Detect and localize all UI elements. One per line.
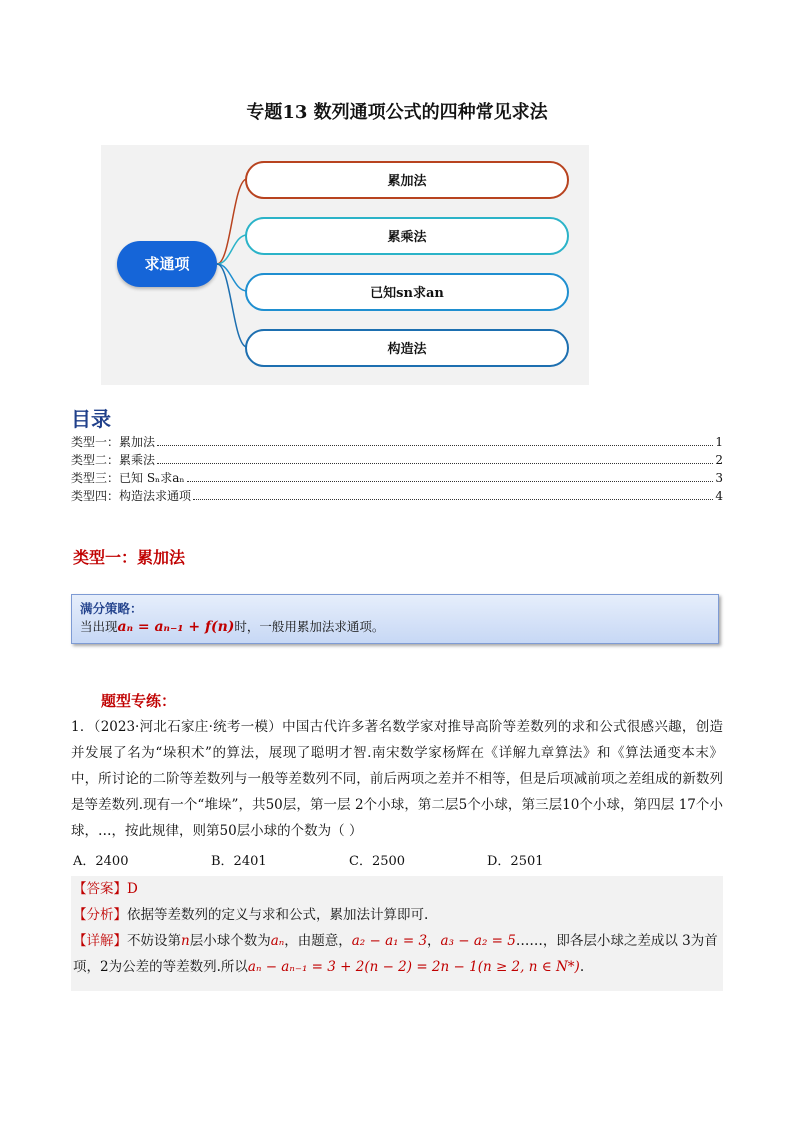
- option-b[interactable]: B．2401: [211, 854, 267, 869]
- toc-item[interactable]: [71, 469, 723, 487]
- toc-item[interactable]: [71, 451, 723, 469]
- toc-item-label: 类型一：累加法: [71, 435, 156, 449]
- page-title: 专题13 数列通项公式的四种常见求法: [246, 102, 548, 123]
- mind-map-root: 求通项: [117, 241, 217, 287]
- math-eq3: aₙ − aₙ₋₁ = 3 + 2(n − 2) = 2n − 1(n ≥ 2, n ∈ N*): [247, 959, 580, 975]
- toc-item[interactable]: [71, 487, 723, 505]
- toc-leader: [157, 463, 713, 464]
- option-a[interactable]: A．2400: [73, 854, 129, 869]
- toc-item-page: 4: [715, 489, 723, 503]
- option-c[interactable]: C．2500: [349, 854, 406, 869]
- math-eq2: a₃ − a₂ = 5: [440, 933, 516, 949]
- detail-text: ，由题意，: [284, 933, 352, 949]
- toc-leader: [157, 445, 713, 446]
- mind-map-branch-2: 累乘法: [245, 217, 569, 255]
- mind-map: [101, 145, 589, 385]
- math-an: aₙ: [270, 933, 285, 949]
- mind-map-branch-3: 已知sn求an: [245, 273, 569, 311]
- answer-options: [73, 850, 723, 869]
- answer-label: 【答案】: [73, 881, 127, 897]
- strategy-text: [80, 617, 710, 635]
- strategy-formula: aₙ = aₙ₋₁ + f(n): [117, 619, 235, 635]
- detail-text: .: [579, 959, 585, 975]
- toc-item-label: 类型四：构造法求通项: [71, 489, 192, 503]
- toc-leader: [187, 481, 714, 482]
- option-d[interactable]: D．2501: [487, 854, 544, 869]
- toc-item-page: 2: [715, 453, 723, 467]
- toc-leader: [193, 499, 713, 500]
- detail-text: ，: [427, 933, 441, 949]
- analysis-label: 【分析】: [73, 907, 127, 923]
- practice-label: 题型专练：: [101, 692, 177, 710]
- toc-item-label: 类型二：累乘法: [71, 453, 156, 467]
- mind-map-branch-1: 累加法: [245, 161, 569, 199]
- strategy-pre: 当出现: [80, 619, 118, 634]
- solution-block: [71, 876, 723, 991]
- answer-value: D: [127, 881, 138, 897]
- toc-item[interactable]: [71, 433, 723, 451]
- question-text: 1．（2023·河北石家庄·统考一模）中国古代许多著名数学家对推导高阶等差数列的求和公式很感兴趣，创造并发展了名为“垛积术”的算法，展现了聪明才智.南宋数学家杨辉在《详解九章算法》和《算法通变本末》中，所讨论的二阶等差数列与一般等差数列不同，前后两项之差并不相等，但是后项减前项之差组成的新数列是等差数列.现有一个“堆垛”，共50层，第一层 2个小球，第二层5个小球，第三层10个小球，第四层 17个小球，…，按此规律，则第50层小球的个数为（ ）: [71, 719, 723, 839]
- detail-text: 不妨设第: [127, 933, 181, 949]
- toc-heading: 目录: [71, 407, 111, 431]
- section-heading: 类型一：累加法: [73, 548, 186, 567]
- toc-item-page: 3: [715, 471, 723, 485]
- strategy-title: 满分策略：: [80, 601, 143, 616]
- detail-text: 层小球个数为: [189, 933, 271, 949]
- analysis-line: [73, 902, 721, 928]
- math-eq1: a₂ − a₁ = 3: [351, 933, 428, 949]
- detail-text: ……，即各层小球之差成以 3为首项，2为公差的等差数列.所以: [73, 933, 718, 975]
- toc-item-label: 类型三：已知 Sₙ求aₙ: [71, 471, 185, 485]
- math-n: n: [181, 933, 190, 949]
- connector-1: [217, 179, 247, 264]
- answer-line: [73, 876, 721, 902]
- analysis-text: 依据等差数列的定义与求和公式，累加法计算即可.: [127, 907, 429, 923]
- detail-label: 【详解】: [73, 933, 127, 949]
- toc-item-page: 1: [715, 435, 723, 449]
- detail-paragraph: [73, 928, 721, 980]
- table-of-contents: [71, 433, 723, 505]
- strategy-post: 时，一般用累加法求通项。: [234, 619, 385, 634]
- strategy-box: [71, 594, 719, 644]
- mind-map-branch-4: 构造法: [245, 329, 569, 367]
